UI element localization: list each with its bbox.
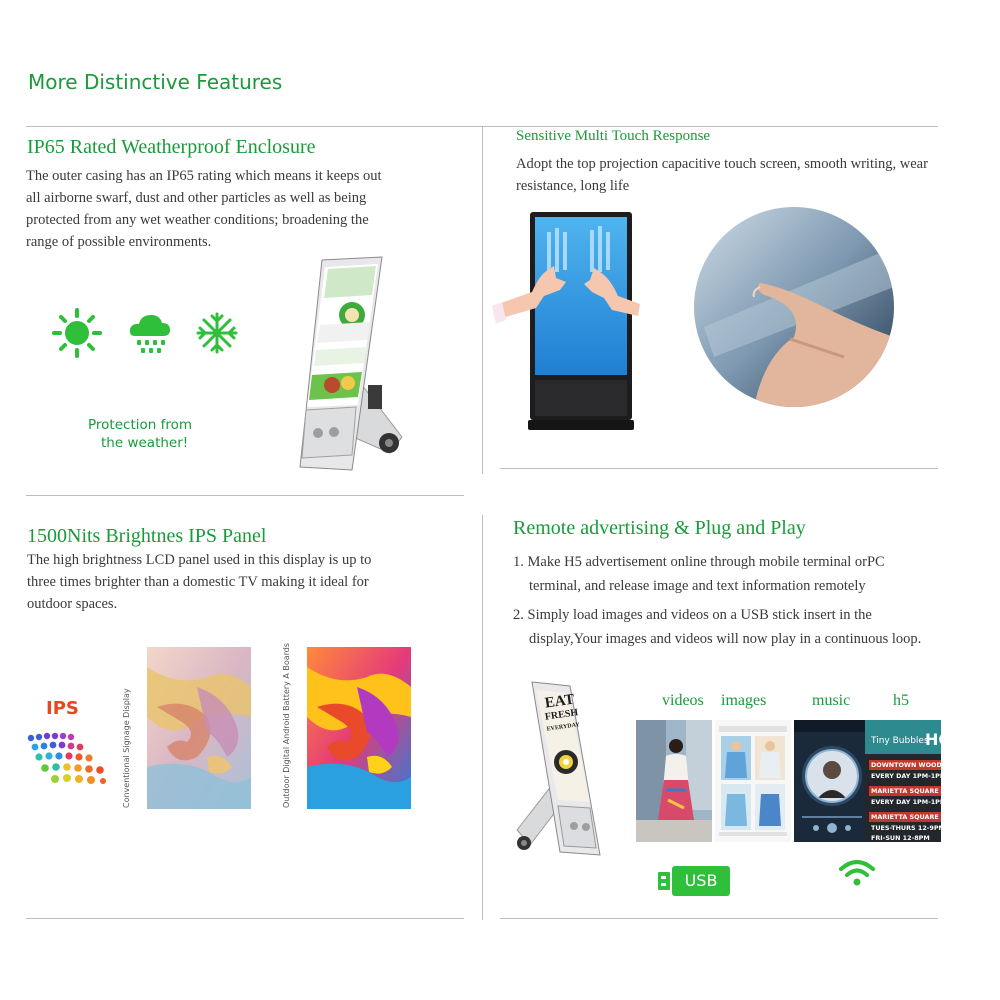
finger-touch-image xyxy=(694,207,894,407)
outdoor-display-image xyxy=(307,647,411,809)
page-title: More Distinctive Features xyxy=(28,70,283,94)
h5-event-name: DOWNTOWN WOODSTOCK xyxy=(871,761,966,769)
weatherproof-line: all airborne swarf, dust and other particles as well as being xyxy=(26,190,367,206)
conventional-display-label: Conventional Signage Display xyxy=(122,688,131,808)
h5-screen-title-suffix: HO xyxy=(925,730,952,749)
remote-item-2 xyxy=(513,603,983,651)
media-label-images: images xyxy=(721,692,767,709)
brightness-description xyxy=(27,549,427,615)
poster-fresh: FRESH xyxy=(544,707,579,723)
weatherproof-line: protected from any wet weather conditions; broadening the xyxy=(26,212,369,228)
touch-title: Sensitive Multi Touch Response xyxy=(516,128,711,144)
weather-caption xyxy=(86,416,192,452)
h5-thumbnail xyxy=(865,720,971,842)
right-mid-divider xyxy=(500,468,938,469)
media-label-music: music xyxy=(812,692,851,709)
remote-item-2-line: 2. Simply load images and videos on a USB stick insert in the xyxy=(513,607,872,623)
touch-line: resistance, long life xyxy=(516,178,630,194)
h5-event-name: MARIETTA SQUARE MARKET xyxy=(871,813,971,821)
remote-item-1-line: 1. Make H5 advertisement online through mobile terminal orPC xyxy=(513,554,885,570)
touch-kiosk-image xyxy=(492,212,640,434)
poster-everyday: EVERYDAY xyxy=(546,722,581,733)
h5-event-time: FRI-SUN 12-8PM xyxy=(871,834,930,842)
ips-dots-icon xyxy=(25,728,109,784)
ips-label: IPS xyxy=(46,698,79,719)
center-divider-lower xyxy=(482,515,483,920)
sun-icon xyxy=(52,308,102,358)
weather-caption-line: the weather! xyxy=(101,435,189,451)
media-label-videos: videos xyxy=(662,692,704,709)
media-label-h5: h5 xyxy=(893,692,909,709)
images-thumbnail xyxy=(715,720,791,842)
h5-event-time: EVERY DAY 1PM-1PM xyxy=(871,772,947,780)
weatherproof-description xyxy=(26,165,426,253)
right-bottom-divider xyxy=(500,918,938,919)
brightness-line: three times brighter than a domestic TV making it ideal for xyxy=(27,574,369,590)
music-thumbnail xyxy=(794,720,870,842)
brightness-title: 1500Nits Brightnes IPS Panel xyxy=(27,525,267,547)
remote-item-1-line: terminal, and release image and text information remotely xyxy=(529,578,866,594)
remote-item-2-line: display,Your images and videos will now play in a continuous loop. xyxy=(529,631,922,647)
weather-caption-line: Protection from xyxy=(88,417,193,433)
center-divider xyxy=(482,126,483,474)
videos-thumbnail xyxy=(636,720,712,842)
touch-description xyxy=(516,153,971,197)
weatherproof-line: The outer casing has an IP65 rating which means it keeps out xyxy=(26,168,382,184)
weatherproof-line: range of possible environments. xyxy=(26,234,212,250)
usb-label: USB xyxy=(684,871,718,890)
weatherproof-title: IP65 Rated Weatherproof Enclosure xyxy=(27,136,316,158)
wifi-icon xyxy=(838,858,876,888)
poster-eat: EAT xyxy=(543,691,576,712)
remote-item-1 xyxy=(513,550,973,598)
h5-screen-title: Tiny Bubbles xyxy=(871,736,929,746)
remote-title: Remote advertising & Plug and Play xyxy=(513,517,806,539)
touch-line: Adopt the top projection capacitive touch screen, smooth writing, wear xyxy=(516,156,928,172)
brightness-line: outdoor spaces. xyxy=(27,596,118,612)
rain-cloud-icon xyxy=(127,310,173,356)
left-mid-divider xyxy=(26,495,464,496)
h5-event-time: EVERY DAY 1PM-1PM xyxy=(871,798,947,806)
a-board-display-image xyxy=(292,255,404,475)
snowflake-icon xyxy=(195,311,239,355)
brightness-line: The high brightness LCD panel used in this display is up to xyxy=(27,552,372,568)
outdoor-display-label: Outdoor Digital Android Battery A Boards xyxy=(282,642,291,808)
conventional-display-image xyxy=(147,647,251,809)
usb-stick-icon xyxy=(658,866,730,898)
left-bottom-divider xyxy=(26,918,464,919)
h5-event-name: MARIETTA SQUARE xyxy=(871,787,939,795)
h5-event-time: TUES-THURS 12-9PM xyxy=(871,824,945,832)
a-board-poster-image xyxy=(512,680,604,860)
